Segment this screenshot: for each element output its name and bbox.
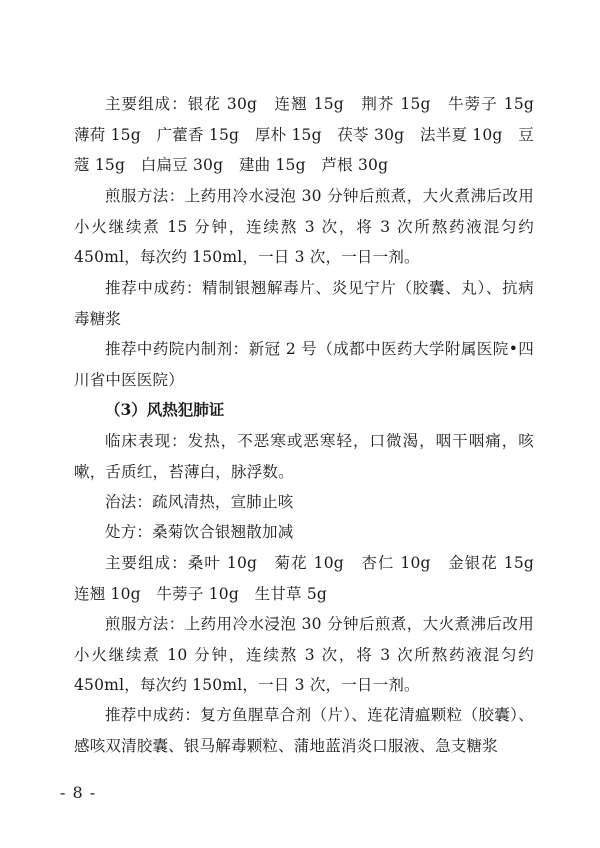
hospital-preparation-paragraph: 推荐中药院内制剂：新冠 2 号（成都中医药大学附属医院•四川省中医医院） (74, 340, 534, 389)
recommended-medicine-paragraph-2: 推荐中成药：复方鱼腥草合剂（片）、连花清瘟颗粒（胶囊）、感咳双清胶囊、银马解毒颗粒、蒲地蓝消炎口服液、急支糖浆 (74, 706, 534, 755)
preparation-method-paragraph-2: 煎服方法：上药用冷水浸泡 30 分钟后煎煮，大火煮沸后改用小火继续煮 10 分钟，连续熬 3 次，将 3 次所熬药液混匀约 450ml，每次约 150ml，一日 3 次，一日一剂。 (74, 615, 534, 694)
recommended-medicine-paragraph-1: 推荐中成药：精制银翘解毒片、炎见宁片（胶囊、丸）、抗病毒糖浆 (74, 279, 534, 328)
main-ingredients-paragraph-1: 主要组成：银花 30g 连翘 15g 荆芥 15g 牛蒡子 15g 薄荷 15g 广藿香 15g 厚朴 15g 茯苓 30g 法半夏 10g 豆蔻 15g 白扁豆 30g 建曲 15g 芦根 30g (74, 95, 550, 174)
clinical-manifestation-paragraph: 临床表现：发热，不恶寒或恶寒轻，口微渴，咽干咽痛，咳嗽，舌质红，苔薄白，脉浮数。 (74, 432, 534, 481)
preparation-method-paragraph-1: 煎服方法：上药用冷水浸泡 30 分钟后煎煮，大火煮沸后改用小火继续煮 15 分钟，连续熬 3 次，将 3 次所熬药液混匀约 450ml，每次约 150ml，一日 3 次，一日一剂。 (74, 187, 534, 266)
treatment-principle-paragraph: 治法：疏风清热，宣肺止咳 (105, 493, 294, 511)
prescription-paragraph: 处方：桑菊饮合银翘散加减 (105, 523, 294, 541)
page-number: - 8 - (60, 783, 97, 802)
main-ingredients-paragraph-2: 主要组成：桑叶 10g 菊花 10g 杏仁 10g 金银花 15g 连翘 10g 牛蒡子 10g 生甘草 5g (74, 554, 550, 603)
section-heading-wind-heat: （3）风热犯肺证 (105, 400, 225, 419)
